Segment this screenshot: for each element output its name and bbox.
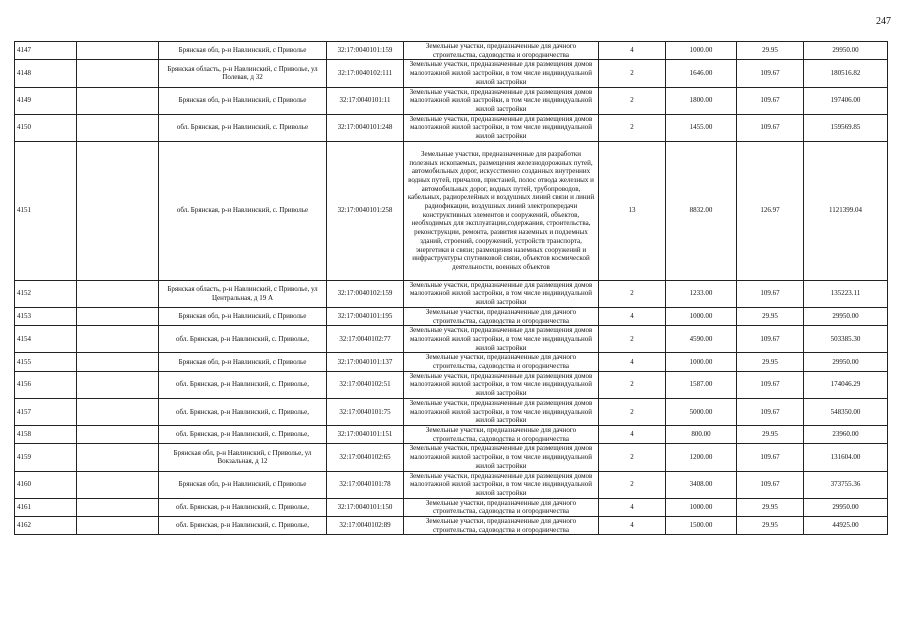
category-code-cell: 4 xyxy=(599,498,666,516)
area-cell: 5000.00 xyxy=(666,398,737,425)
empty-cell xyxy=(77,42,159,60)
category-code-cell: 4 xyxy=(599,42,666,60)
table-row xyxy=(15,398,888,425)
address-cell: Брянская область, р-н Навлинский, с Приволье, ул Полевая, д 32 xyxy=(159,60,327,87)
cadastral-value-cell: 1121399.04 xyxy=(804,141,888,280)
cadastral-number-cell: 32:17:0040101:159 xyxy=(327,42,404,60)
empty-cell xyxy=(77,114,159,141)
cadastral-number-cell: 32:17:0040102:77 xyxy=(327,326,404,353)
area-cell: 8832.00 xyxy=(666,141,737,280)
specific-value-cell: 109.67 xyxy=(737,60,804,87)
cadastral-value-cell: 23960.00 xyxy=(804,425,888,443)
address-cell: обл. Брянская, р-н Навлинский, с. Приволье, xyxy=(159,517,327,535)
category-code-cell: 4 xyxy=(599,307,666,325)
land-use-cell: Земельные участки, предназначенные для дачного строительства, садоводства и огородничества xyxy=(404,425,599,443)
cadastral-value-cell: 159569.85 xyxy=(804,114,888,141)
specific-value-cell: 109.67 xyxy=(737,398,804,425)
area-cell: 1800.00 xyxy=(666,87,737,114)
area-cell: 1000.00 xyxy=(666,353,737,371)
address-cell: Брянская обл, р-н Навлинский, с Приволье xyxy=(159,307,327,325)
cadastral-number-cell: 32:17:0040101:75 xyxy=(327,398,404,425)
empty-cell xyxy=(77,398,159,425)
cadastral-value-cell: 29950.00 xyxy=(804,307,888,325)
cadastral-value-cell: 131604.00 xyxy=(804,444,888,471)
empty-cell xyxy=(77,60,159,87)
page-number: 247 xyxy=(876,16,891,27)
table-body xyxy=(15,42,888,535)
specific-value-cell: 109.67 xyxy=(737,326,804,353)
land-use-cell: Земельные участки, предназначенные для размещения домов малоэтажной жилой застройки, в том числе индивидуальной жилой застройки xyxy=(404,326,599,353)
category-code-cell: 4 xyxy=(599,353,666,371)
address-cell: обл. Брянская, р-н Навлинский, с. Приволье, xyxy=(159,425,327,443)
cadastral-value-cell: 44925.00 xyxy=(804,517,888,535)
category-code-cell: 2 xyxy=(599,114,666,141)
cadastral-number-cell: 32:17:0040101:150 xyxy=(327,498,404,516)
land-use-cell: Земельные участки, предназначенные для размещения домов малоэтажной жилой застройки, в том числе индивидуальной жилой застройки xyxy=(404,398,599,425)
area-cell: 1200.00 xyxy=(666,444,737,471)
category-code-cell: 2 xyxy=(599,280,666,307)
row-number-cell: 4154 xyxy=(15,326,77,353)
empty-cell xyxy=(77,371,159,398)
area-cell: 3408.00 xyxy=(666,471,737,498)
table-row xyxy=(15,114,888,141)
row-number-cell: 4156 xyxy=(15,371,77,398)
empty-cell xyxy=(77,471,159,498)
empty-cell xyxy=(77,498,159,516)
cadastral-number-cell: 32:17:0040102:51 xyxy=(327,371,404,398)
area-cell: 1500.00 xyxy=(666,517,737,535)
cadastral-number-cell: 32:17:0040101:78 xyxy=(327,471,404,498)
specific-value-cell: 29.95 xyxy=(737,353,804,371)
address-cell: обл. Брянская, р-н Навлинский, с. Приволье, xyxy=(159,326,327,353)
table-row xyxy=(15,87,888,114)
land-use-cell: Земельные участки, предназначенные для размещения домов малоэтажной жилой застройки, в том числе индивидуальной жилой застройки xyxy=(404,371,599,398)
cadastral-number-cell: 32:17:0040102:89 xyxy=(327,517,404,535)
empty-cell xyxy=(77,353,159,371)
area-cell: 800.00 xyxy=(666,425,737,443)
cadastral-number-cell: 32:17:0040101:11 xyxy=(327,87,404,114)
empty-cell xyxy=(77,425,159,443)
table-row xyxy=(15,471,888,498)
category-code-cell: 13 xyxy=(599,141,666,280)
specific-value-cell: 29.95 xyxy=(737,307,804,325)
address-cell: Брянская обл, р-н Навлинский, с Приволье xyxy=(159,42,327,60)
land-use-cell: Земельные участки, предназначенные для дачного строительства, садоводства и огородничества xyxy=(404,517,599,535)
row-number-cell: 4148 xyxy=(15,60,77,87)
specific-value-cell: 126.97 xyxy=(737,141,804,280)
category-code-cell: 2 xyxy=(599,444,666,471)
area-cell: 1233.00 xyxy=(666,280,737,307)
row-number-cell: 4157 xyxy=(15,398,77,425)
cadastral-value-cell: 135223.11 xyxy=(804,280,888,307)
table-row xyxy=(15,444,888,471)
row-number-cell: 4151 xyxy=(15,141,77,280)
category-code-cell: 2 xyxy=(599,471,666,498)
table-row xyxy=(15,307,888,325)
cadastral-number-cell: 32:17:0040101:258 xyxy=(327,141,404,280)
address-cell: обл. Брянская, р-н Навлинский, с. Приволье, xyxy=(159,498,327,516)
address-cell: обл. Брянская, р-н Навлинский, с. Приволье, xyxy=(159,398,327,425)
row-number-cell: 4155 xyxy=(15,353,77,371)
specific-value-cell: 109.67 xyxy=(737,471,804,498)
row-number-cell: 4150 xyxy=(15,114,77,141)
empty-cell xyxy=(77,141,159,280)
land-use-cell: Земельные участки, предназначенные для дачного строительства, садоводства и огородничества xyxy=(404,42,599,60)
cadastral-number-cell: 32:17:0040101:151 xyxy=(327,425,404,443)
cadastral-value-cell: 180516.82 xyxy=(804,60,888,87)
cadastral-value-cell: 174046.29 xyxy=(804,371,888,398)
cadastral-value-cell: 373755.36 xyxy=(804,471,888,498)
row-number-cell: 4159 xyxy=(15,444,77,471)
empty-cell xyxy=(77,517,159,535)
address-cell: обл. Брянская, р-н Навлинский, с. Приволье xyxy=(159,141,327,280)
address-cell: обл. Брянская, р-н Навлинский, с. Приволье, xyxy=(159,371,327,398)
land-use-cell: Земельные участки, предназначенные для размещения домов малоэтажной жилой застройки, в том числе индивидуальной жилой застройки xyxy=(404,60,599,87)
table-row xyxy=(15,353,888,371)
row-number-cell: 4162 xyxy=(15,517,77,535)
specific-value-cell: 29.95 xyxy=(737,517,804,535)
address-cell: Брянская обл, р-н Навлинский, с Приволье xyxy=(159,87,327,114)
empty-cell xyxy=(77,444,159,471)
area-cell: 1000.00 xyxy=(666,307,737,325)
land-use-cell: Земельные участки, предназначенные для размещения домов малоэтажной жилой застройки, в том числе индивидуальной жилой застройки xyxy=(404,87,599,114)
category-code-cell: 4 xyxy=(599,517,666,535)
category-code-cell: 2 xyxy=(599,60,666,87)
row-number-cell: 4158 xyxy=(15,425,77,443)
empty-cell xyxy=(77,326,159,353)
table-row xyxy=(15,60,888,87)
land-use-cell: Земельные участки, предназначенные для дачного строительства, садоводства и огородничества xyxy=(404,307,599,325)
cadastral-number-cell: 32:17:0040101:248 xyxy=(327,114,404,141)
land-use-cell: Земельные участки, предназначенные для разработки полезных ископаемых, размещения железнодорожных путей, автомобильных дорог, искусственно созданных внутренних водных путей, причалов, пристаней, полос отвода железных и автомобильных дорог, водных путей, трубопроводов, кабельных, радиорелейных и воздушных линий связи и линий радиофикации, воздушных линий электропередачи конструктивных элементов и сооружений, объектов, необходимых для эксплуатации,содержания, строительства, реконструкции, ремонта, развития наземных и подземных зданий, строений, сооружений, устройств транспорта, энергетики и связи; размещения наземных сооружений и инфраструктуры спутниковой связи, объектов космической деятельности, военных объектов xyxy=(404,141,599,280)
cadastral-value-cell: 548350.00 xyxy=(804,398,888,425)
category-code-cell: 2 xyxy=(599,87,666,114)
cadastral-number-cell: 32:17:0040102:159 xyxy=(327,280,404,307)
area-cell: 1455.00 xyxy=(666,114,737,141)
address-cell: Брянская область, р-н Навлинский, с Приволье, ул Центральная, д 19 А xyxy=(159,280,327,307)
cadastral-value-cell: 29950.00 xyxy=(804,42,888,60)
row-number-cell: 4152 xyxy=(15,280,77,307)
address-cell: Брянская обл, р-н Навлинский, с Приволье xyxy=(159,471,327,498)
table-row xyxy=(15,280,888,307)
specific-value-cell: 29.95 xyxy=(737,498,804,516)
specific-value-cell: 109.67 xyxy=(737,87,804,114)
specific-value-cell: 29.95 xyxy=(737,42,804,60)
area-cell: 1000.00 xyxy=(666,498,737,516)
land-use-cell: Земельные участки, предназначенные для размещения домов малоэтажной жилой застройки, в том числе индивидуальной жилой застройки xyxy=(404,471,599,498)
cadastral-number-cell: 32:17:0040101:195 xyxy=(327,307,404,325)
area-cell: 4590.00 xyxy=(666,326,737,353)
row-number-cell: 4153 xyxy=(15,307,77,325)
table-row xyxy=(15,498,888,516)
table-row xyxy=(15,425,888,443)
cadastral-value-cell: 197406.00 xyxy=(804,87,888,114)
cadastral-value-cell: 29950.00 xyxy=(804,498,888,516)
table-row xyxy=(15,141,888,280)
row-number-cell: 4161 xyxy=(15,498,77,516)
cadastral-number-cell: 32:17:0040102:111 xyxy=(327,60,404,87)
address-cell: Брянская обл, р-н Навлинский, с Приволье xyxy=(159,353,327,371)
land-use-cell: Земельные участки, предназначенные для размещения домов малоэтажной жилой застройки, в том числе индивидуальной жилой застройки xyxy=(404,114,599,141)
specific-value-cell: 109.67 xyxy=(737,280,804,307)
cadastral-number-cell: 32:17:0040102:65 xyxy=(327,444,404,471)
specific-value-cell: 109.67 xyxy=(737,444,804,471)
land-use-cell: Земельные участки, предназначенные для дачного строительства, садоводства и огородничества xyxy=(404,353,599,371)
empty-cell xyxy=(77,307,159,325)
cadastral-number-cell: 32:17:0040101:137 xyxy=(327,353,404,371)
row-number-cell: 4160 xyxy=(15,471,77,498)
land-use-cell: Земельные участки, предназначенные для дачного строительства, садоводства и огородничества xyxy=(404,498,599,516)
table-row xyxy=(15,371,888,398)
cadastral-value-cell: 503385.30 xyxy=(804,326,888,353)
cadastral-value-cell: 29950.00 xyxy=(804,353,888,371)
land-use-cell: Земельные участки, предназначенные для размещения домов малоэтажной жилой застройки, в том числе индивидуальной жилой застройки xyxy=(404,280,599,307)
empty-cell xyxy=(77,87,159,114)
row-number-cell: 4149 xyxy=(15,87,77,114)
category-code-cell: 2 xyxy=(599,371,666,398)
specific-value-cell: 109.67 xyxy=(737,114,804,141)
row-number-cell: 4147 xyxy=(15,42,77,60)
address-cell: Брянская обл, р-н Навлинский, с Приволье, ул Вокзальная, д 12 xyxy=(159,444,327,471)
land-registry-table xyxy=(14,41,888,535)
area-cell: 1587.00 xyxy=(666,371,737,398)
category-code-cell: 2 xyxy=(599,326,666,353)
table-row xyxy=(15,517,888,535)
area-cell: 1646.00 xyxy=(666,60,737,87)
category-code-cell: 2 xyxy=(599,398,666,425)
address-cell: обл. Брянская, р-н Навлинский, с. Приволье xyxy=(159,114,327,141)
category-code-cell: 4 xyxy=(599,425,666,443)
table-row xyxy=(15,42,888,60)
empty-cell xyxy=(77,280,159,307)
specific-value-cell: 109.67 xyxy=(737,371,804,398)
table-row xyxy=(15,326,888,353)
specific-value-cell: 29.95 xyxy=(737,425,804,443)
land-use-cell: Земельные участки, предназначенные для размещения домов малоэтажной жилой застройки, в том числе индивидуальной жилой застройки xyxy=(404,444,599,471)
area-cell: 1000.00 xyxy=(666,42,737,60)
